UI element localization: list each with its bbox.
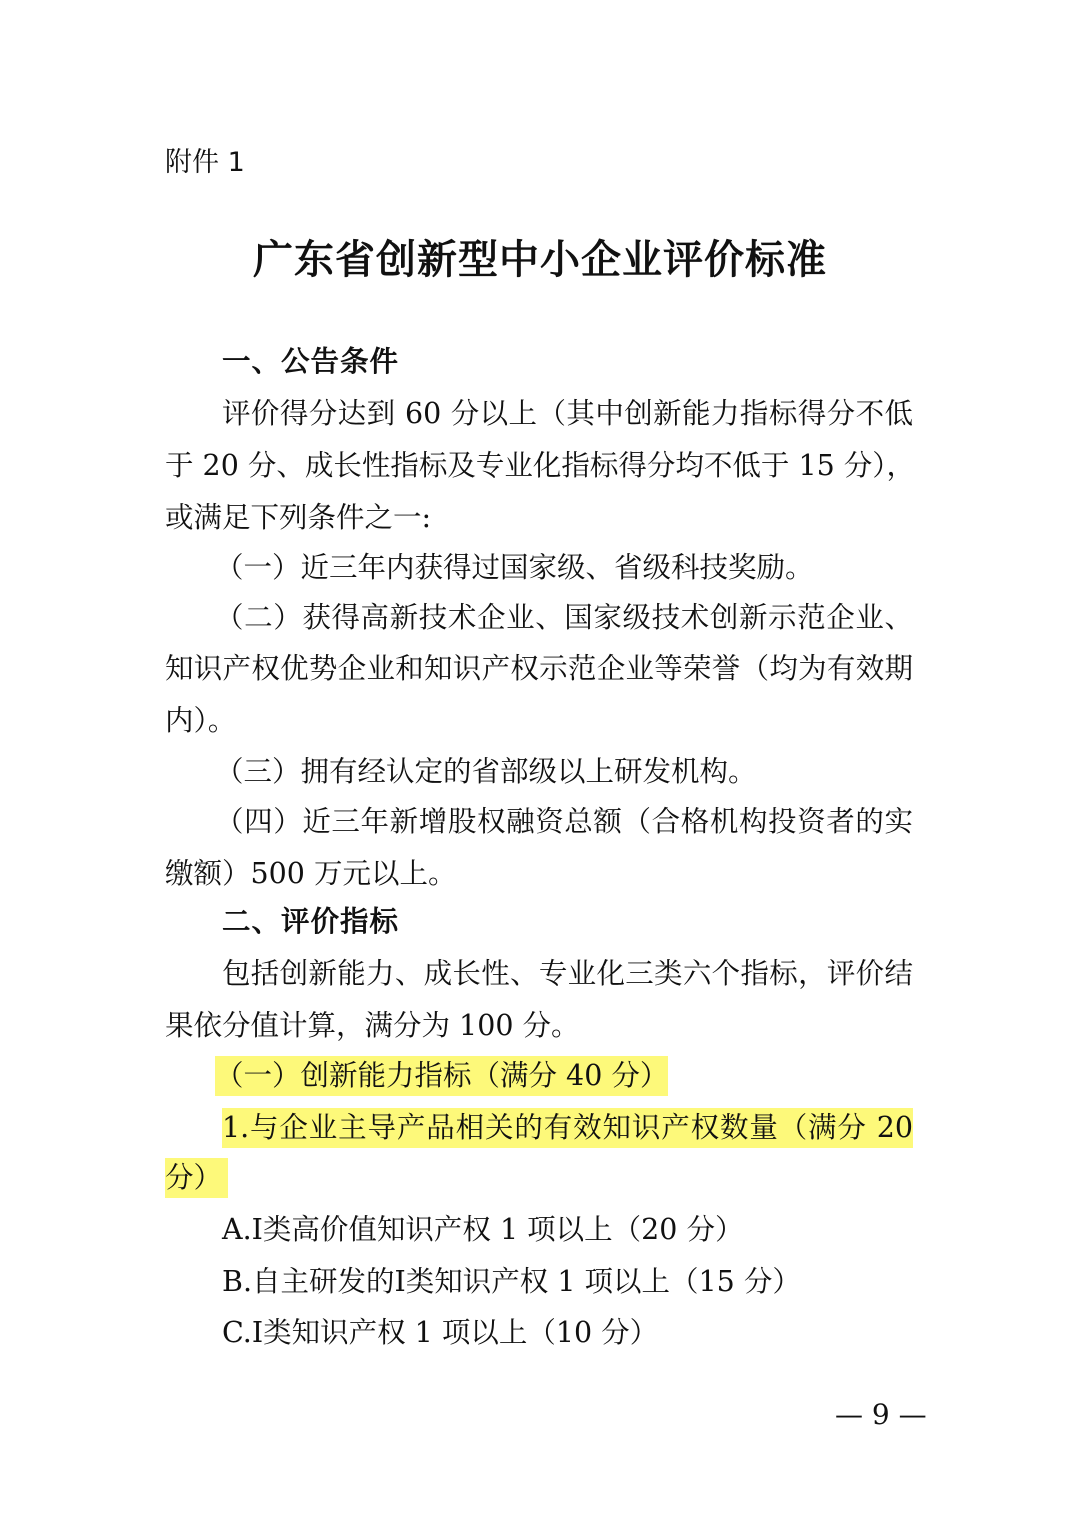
section1-para-line2: 于 20 分、成长性指标及专业化指标得分均不低于 15 分）， bbox=[165, 449, 916, 482]
section2-item1-line2: 分） bbox=[165, 1158, 228, 1198]
attachment-label: 附件 1 bbox=[165, 147, 245, 178]
option-c: C.Ⅰ类知识产权 1 项以上（10 分） bbox=[222, 1316, 659, 1349]
option-b: B.自主研发的Ⅰ类知识产权 1 项以上（15 分） bbox=[222, 1265, 801, 1298]
section1-item4-line1: （四）近三年新增股权融资总额（合格机构投资者的实 bbox=[215, 805, 913, 838]
section1-item4-line2: 缴额）500 万元以上。 bbox=[165, 857, 457, 890]
section1-item2-line1: （二）获得高新技术企业、国家级技术创新示范企业、 bbox=[215, 601, 913, 634]
section1-item2-line3: 内）。 bbox=[165, 704, 237, 737]
section2-para-line2: 果依分值计算，满分为 100 分。 bbox=[165, 1009, 580, 1042]
section2-sub1: （一）创新能力指标（满分 40 分） bbox=[215, 1056, 668, 1096]
section1-para-line1: 评价得分达到 60 分以上（其中创新能力指标得分不低 bbox=[222, 397, 913, 430]
section2-para-line1: 包括创新能力、成长性、专业化三类六个指标，评价结 bbox=[222, 957, 913, 990]
section1-item1: （一）近三年内获得过国家级、省级科技奖励。 bbox=[215, 551, 814, 584]
section1-item2-line2: 知识产权优势企业和知识产权示范企业等荣誉（均为有效期 bbox=[165, 652, 913, 685]
page-number: — 9 — bbox=[835, 1398, 927, 1431]
page-title: 广东省创新型中小企业评价标准 bbox=[253, 237, 827, 283]
section1-heading: 一、公告条件 bbox=[222, 345, 400, 378]
section1-item3: （三）拥有经认定的省部级以上研发机构。 bbox=[215, 755, 757, 788]
section1-para-line3: 或满足下列条件之一: bbox=[165, 501, 432, 534]
option-a: A.Ⅰ类高价值知识产权 1 项以上（20 分） bbox=[222, 1213, 744, 1246]
section2-item1-line1: 1.与企业主导产品相关的有效知识产权数量（满分 20 bbox=[222, 1108, 913, 1148]
section2-heading: 二、评价指标 bbox=[222, 905, 400, 938]
